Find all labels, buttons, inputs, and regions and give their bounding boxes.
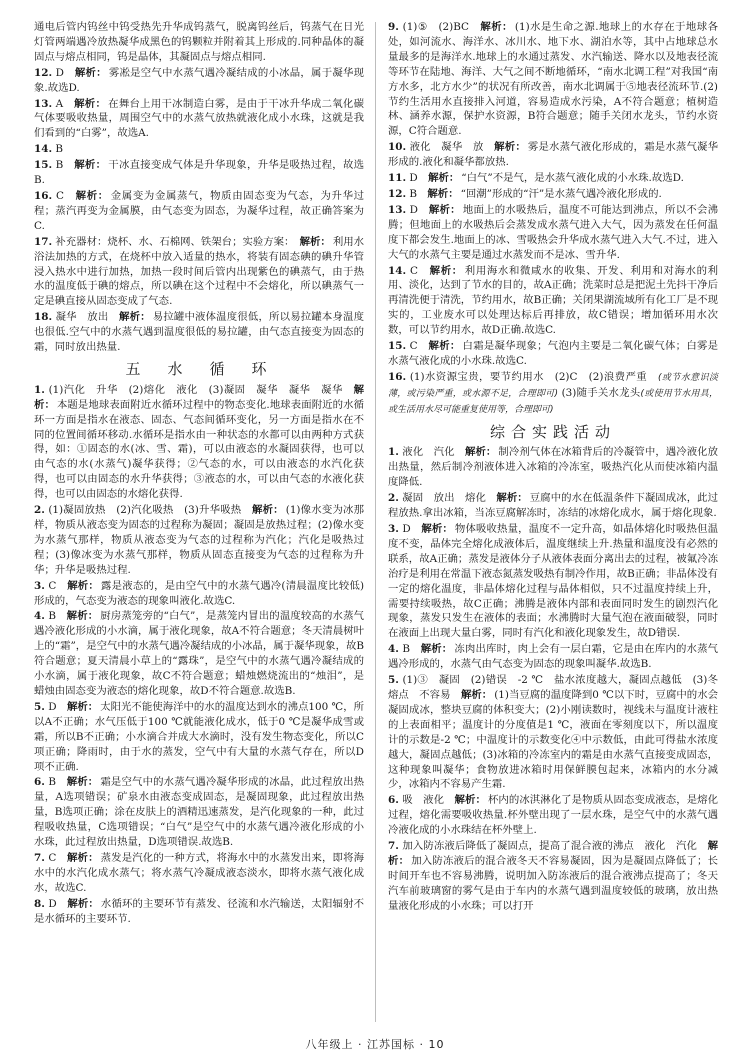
analysis-label: 解析： bbox=[74, 66, 107, 79]
answer-item bbox=[34, 775, 364, 850]
answer-item bbox=[34, 158, 364, 188]
analysis-text: 干冰直接变成气体是升华现象，升华是吸热过程，故选B. bbox=[34, 159, 365, 187]
answer-note: (或使用节水用具，或生活用水尽可能重复使用等，合理即可) bbox=[388, 388, 719, 415]
answer-item bbox=[388, 339, 718, 369]
analysis-label: 解析： bbox=[460, 688, 493, 701]
analysis-text: 蒸发是汽化的一种方式，将海水中的水蒸发出来，即将海水中的水汽化成水蒸气；将水蒸气冷凝成液态淡水，即将水蒸气液化成水，故选C. bbox=[34, 851, 365, 894]
analysis-label: 解析： bbox=[388, 840, 719, 867]
answer-value: C bbox=[48, 579, 57, 592]
analysis-label: 解析： bbox=[67, 897, 99, 910]
question-number: 15. bbox=[388, 340, 407, 353]
answer-value: B bbox=[402, 643, 410, 656]
question-number: 16. bbox=[388, 370, 407, 383]
answer-value: (1)⑤ (2)BC bbox=[402, 21, 469, 33]
question-number: 18. bbox=[34, 311, 53, 324]
answer-value: 凝华 放出 bbox=[55, 311, 109, 324]
answer-item bbox=[34, 189, 364, 234]
question-number: 4. bbox=[388, 643, 399, 656]
analysis-label: 解析： bbox=[66, 776, 99, 789]
question-number: 13. bbox=[388, 203, 407, 216]
analysis-text: 太阳光不能使海洋中的水的温度达到水的沸点100 ℃，所以A不正确；水气压低于100 ℃就能液化成水，低于0 ℃是凝华成雪或霜，所以B不正确；小水滴合并成大水滴时，没有发生物态变化，所以C项正确；降雨时，由于水的蒸发，空气中有大量的水蒸气存在，所以D项不正确. bbox=[34, 700, 364, 773]
analysis-text: 霜是空气中的水蒸气遇冷凝华形成的冰晶，此过程放出热量，A选项错误；矿泉水由液态变成固态，是凝固现象，此过程放出热量，B选项正确；涂在皮肤上的酒精迅速蒸发，是汽化现象的一种，此过程吸收热量，C选项错误；“白气”是空气中的水蒸气遇冷液化形成的小水珠，此过程放出热量，D选项错误.故选B. bbox=[34, 776, 365, 849]
analysis-text: 冻肉出库时，肉上会有一层白霜，它是由在库内的水蒸气遇冷形成的，水蒸气由气态变为固态的现象叫凝华.故选B. bbox=[388, 643, 719, 671]
answer-item bbox=[34, 20, 364, 65]
question-number: 6. bbox=[34, 776, 45, 789]
answer-value: D bbox=[48, 897, 57, 910]
answer-value: (1)汽化 升华 (2)熔化 液化 (3)凝固 凝华 凝华 凝华 bbox=[48, 383, 343, 396]
analysis-text: 物体吸收热量，温度不一定升高，如晶体熔化时吸热但温度不变，晶体完全熔化成液体后，温度继续上升.热量和温度没有必然的联系，故A正确；蒸发是液体分子从液体表面分离出去的过程，被氟冷冻治疗是利用在常温下液态氮蒸发吸热有制冷作用，故B正确；非晶体没有一定的熔化温度，非晶体熔化过程与晶体相似，只不过温度持续上升，需要持续吸热，故C正确；沸腾是液体内部和表面同时发生的剧烈汽化现象，蒸发只发生在液体的表面；水沸腾时大量气泡在液面破裂，同时在液面上出现大量白雾，同时有汽化和液化现象发生，故D错误. bbox=[388, 523, 719, 640]
answer-value: (3)随手关水龙头 bbox=[561, 386, 641, 399]
answer-note: (或节水意识淡薄，或污染严重，或水源不足，合理即可) bbox=[388, 372, 719, 399]
answer-value: C bbox=[410, 264, 418, 277]
analysis-label: 解析： bbox=[428, 340, 461, 353]
answer-item bbox=[388, 140, 718, 170]
answer-item bbox=[388, 203, 718, 263]
answer-value: (1)水资源宝贵，要节约用水 (2)C (2)浪费严重 bbox=[409, 370, 648, 383]
answer-item bbox=[34, 235, 364, 310]
analysis-text: 金属变为金属蒸气，物质由固态变为气态，为升华过程；蒸汽再变为金属膜，由气态变为固态，为凝华过程，故正确答案为C. bbox=[34, 189, 365, 232]
answer-item bbox=[34, 97, 364, 142]
question-number: 3. bbox=[34, 579, 45, 592]
section-title: 五 水 循 环 bbox=[125, 359, 273, 378]
analysis-text: 豆腐中的水在低温条件下凝固成冰，此过程放热.拿出冰箱，当冻豆腐解冻时，冻结的冰熔化成水，属于熔化现象. bbox=[388, 492, 719, 520]
column-divider bbox=[375, 22, 376, 1022]
answer-value: B bbox=[55, 159, 64, 172]
analysis-label: 解析： bbox=[427, 187, 459, 200]
analysis-text: (1)水是生命之源.地球上的水存在于地球各处，如河流水、海洋水、冰川水、地下水、湖泊水等，其中占地球总水量最多的是海洋水.地球上的水通过蒸发、水汽输送、降水以及地表径流等环节在陆地、海洋、大气之间不断地循环，“南水北调工程”对我国“南方水多，北方水少”的状况有所改善，南水北调属于⑤地表径流环节.(2)节约生活用水直接排入河道，容易造成水污染，A不符合题意；植树造林、涵养水源，保护水资源，B符合题意；随手关闭水龙头，节约水资源，C符合题意. bbox=[388, 21, 719, 138]
answer-value: A bbox=[55, 97, 64, 110]
answer-value: 补充器材：烧杯、水、石棉网、铁架台；实验方案： bbox=[55, 235, 290, 248]
question-number: 14. bbox=[388, 264, 407, 277]
analysis-text: 雾是水蒸气液化形成的，霜是水蒸气凝华形成的.液化和凝华都放热. bbox=[388, 141, 719, 169]
analysis-label: 解析： bbox=[251, 504, 284, 517]
analysis-text: “回潮”形成的“汗”是水蒸气遇冷液化形成的. bbox=[460, 187, 662, 200]
analysis-text: (1)像水变为冰那样，物质从液态变为固态的过程称为凝固；凝固是放热过程；(2)像水变为水蒸气那样，物质从液态变为气态的过程称为汽化；汽化是吸热过程；(3)像冰变为水蒸气那样，物质从固态直接变为气态的过程称为升华；升华是吸热过程. bbox=[34, 504, 365, 576]
analysis-text: 本题是地球表面附近水循环过程中的物态变化.地球表面附近的水循环一方面是指水在液态、固态、气态间循环变化，另一方面是指水在不同的位置间循环移动.水循环是指水由一种状态的水都可以由两种方式获得，如：①固态的水(冰、雪、霜)，可以由液态的水凝固获得，也可以由气态的水(水蒸气)凝华获得；②气态的水，可以由液态的水汽化获得，也可以由固态的水升华获得；③液态的水，可以由气态的水液化获得，也可以由固态的水熔化获得. bbox=[34, 398, 364, 501]
answer-value: 加入防冻液后降低了凝固点，提高了混合液的沸点 液化 汽化 bbox=[402, 840, 698, 853]
analysis-text: 利用海水和微咸水的收集、开发、利用和对海水的利用、淡化，达到了节水的目的，故A正确；洗菜时总是把泥土先抖干净后再清洗便于清洗，节约用水，故B正确；关闭果湖流域所有化工厂是不现实的，工业废水可以处理达标后再排放，故C错误；增加循环用水次数，可以节约用水，故D正确.故选C. bbox=[388, 264, 719, 337]
answer-item bbox=[388, 673, 729, 792]
answer-value: (1)凝固放热 (2)汽化吸热 (3)升华吸热 bbox=[48, 504, 242, 517]
answer-item bbox=[388, 370, 718, 418]
analysis-text: 在舞台上用干冰制造白雾，是由于干冰升华成二氧化碳气体要吸收热量，周围空气中的水蒸气放热就液化成小水珠，这就是我们看到的“白雾”，故选A. bbox=[34, 97, 364, 140]
section-title: 综合实践活动 bbox=[489, 422, 616, 441]
analysis-label: 解析： bbox=[119, 311, 151, 324]
answer-value: C bbox=[48, 851, 57, 864]
question-number: 12. bbox=[388, 187, 407, 200]
answer-value: (1)③ 凝固 (2)错误 -2 ℃ 盐水浓度越大，凝固点越低 (3)冬 熔点 不容易 bbox=[388, 674, 729, 701]
question-number: 14. bbox=[34, 143, 53, 156]
analysis-text: 雾凇是空气中水蒸气遇冷凝结成的小冰晶，属于凝华现象.故选D. bbox=[34, 66, 365, 94]
answer-value: 液化 凝华 放 bbox=[409, 141, 484, 154]
left-column bbox=[34, 20, 364, 1025]
answer-item bbox=[388, 793, 718, 838]
answer-value: 吸 液化 bbox=[402, 794, 445, 807]
analysis-label: 解析： bbox=[67, 579, 100, 592]
answer-item bbox=[34, 310, 364, 355]
question-number: 1. bbox=[34, 383, 45, 396]
analysis-label: 解析： bbox=[494, 141, 526, 154]
question-number: 6. bbox=[388, 794, 399, 807]
question-number: 1. bbox=[388, 446, 399, 459]
answer-item bbox=[34, 609, 364, 698]
answer-value: C bbox=[56, 189, 64, 202]
analysis-text: 地面上的水吸热后，温度不可能达到沸点，所以不会沸腾；但地面上的水吸热后会蒸发成水蒸气进入大气，因为蒸发在任何温度下都会发生.地面上的冰、雪吸热会升华成水蒸气进入大气.不过，进入大气的水蒸气主要是通过水蒸发而不是冰、雪升华. bbox=[388, 203, 719, 261]
answer-item bbox=[388, 642, 718, 672]
answer-item bbox=[34, 897, 364, 927]
analysis-label: 解析： bbox=[66, 610, 99, 623]
analysis-label: 解析： bbox=[66, 700, 99, 713]
analysis-label: 解析： bbox=[465, 446, 497, 459]
analysis-label: 解析： bbox=[421, 523, 453, 535]
question-number: 13. bbox=[34, 97, 53, 110]
answer-item bbox=[388, 171, 718, 186]
answer-value: D bbox=[409, 203, 418, 216]
analysis-text: 利用水浴法加热的方式，在烧杯中放入适量的热水，将装有固态碘的碘升华管浸入热水中进行加热，加热一段时间后管内出现紫色的碘蒸气，由于热水的温度低于碘的熔点，所以碘在这个过程中不会熔化，所以碘蒸气一定是碘直接从固态变成了气态. bbox=[34, 235, 365, 308]
analysis-label: 解析： bbox=[74, 97, 107, 110]
answer-value: C bbox=[409, 340, 418, 353]
analysis-text: “白气”不是气，是水蒸气液化成的小水珠.故选D. bbox=[461, 172, 684, 185]
answer-item bbox=[388, 264, 718, 339]
analysis-label: 解析： bbox=[299, 235, 331, 248]
question-number: 2. bbox=[34, 504, 45, 517]
analysis-text: 杯内的冰淇淋化了是物质从固态变成液态，是熔化过程，熔化需要吸收热量.杯外壁出现了一层水珠，是空气中的水蒸气遇冷液化成的小水珠结在杯外壁上. bbox=[388, 794, 719, 837]
question-number: 15. bbox=[34, 159, 53, 172]
answer-item bbox=[34, 503, 364, 578]
analysis-text: 易拉罐中液体温度很低，所以易拉罐本身温度也很低.空气中的水蒸气遇到温度很低的易拉罐，由气态直接变为固态的霜，同时放出热量. bbox=[34, 311, 365, 354]
answer-value: 凝固 放出 熔化 bbox=[402, 492, 486, 505]
analysis-text: 露是液态的，是由空气中的水蒸气遇冷(清晨温度比较低)形成的，气态变为液态的现象叫液化.故选C. bbox=[34, 579, 365, 607]
analysis-label: 解析： bbox=[429, 264, 463, 277]
answer-item bbox=[34, 142, 364, 157]
question-number: 16. bbox=[34, 189, 53, 202]
analysis-label: 解析： bbox=[75, 189, 109, 202]
analysis-label: 解析： bbox=[74, 159, 107, 172]
analysis-label: 解析： bbox=[454, 794, 486, 807]
answer-item bbox=[34, 66, 364, 96]
answer-value: D bbox=[409, 172, 418, 185]
question-number: 7. bbox=[34, 851, 45, 864]
question-number: 4. bbox=[34, 610, 45, 623]
analysis-text: 通电后管内钨丝中钨受热先升华成钨蒸气，脱离钨丝后，钨蒸气在日光灯管两端遇冷放热凝华成黑色的钨颗粒并附着其上形成的.同种晶体的凝固点与熔点相同，钨是晶体，其凝固点与熔点相同. bbox=[34, 21, 364, 63]
answer-value: D bbox=[55, 66, 64, 79]
answer-item bbox=[388, 491, 718, 521]
question-number: 17. bbox=[34, 235, 53, 248]
question-number: 12. bbox=[34, 66, 53, 79]
answer-item bbox=[34, 851, 364, 896]
answer-value: B bbox=[48, 776, 56, 789]
answer-item bbox=[388, 445, 718, 490]
answer-item bbox=[388, 522, 718, 641]
analysis-text: 水循环的主要环节有蒸发、径流和水汽输送，太阳辐射不是水循环的主要环节. bbox=[34, 897, 365, 925]
section-heading bbox=[388, 422, 718, 441]
analysis-label: 解析： bbox=[66, 851, 99, 864]
analysis-label: 解析： bbox=[480, 21, 513, 33]
answer-item bbox=[388, 839, 718, 914]
question-number: 7. bbox=[388, 840, 399, 853]
answer-item bbox=[388, 187, 718, 202]
answer-item bbox=[34, 700, 364, 775]
analysis-text: 白霜是凝华现象；气泡内主要是二氧化碳气体；白雾是水蒸气液化成的小水珠.故选C. bbox=[388, 340, 719, 367]
answer-value: B bbox=[48, 610, 56, 623]
answer-value: B bbox=[55, 143, 64, 156]
answer-value: B bbox=[409, 187, 418, 200]
answer-item bbox=[34, 579, 364, 609]
answer-item bbox=[34, 383, 364, 502]
analysis-label: 解析： bbox=[428, 203, 461, 216]
answer-item bbox=[388, 20, 718, 139]
answer-value: D bbox=[402, 523, 411, 535]
analysis-label: 解析： bbox=[420, 643, 453, 656]
analysis-text: 加入防冻液后的混合液冬天不容易凝固，因为是凝固点降低了；长时间开车也不容易沸腾，说明加入防冻液后的混合液沸点提高了；冬天汽车前玻璃窗的雾气是由于车内的水蒸气遇到温度较低的玻璃，放出热量液化形成的小水珠；可以打开 bbox=[388, 854, 719, 912]
analysis-text: 制冷剂气体在冰箱背后的冷凝管中，遇冷液化放出热量，然后制冷剂液体进入冰箱的冷冻室，吸热汽化从而使冰箱内温度降低. bbox=[388, 446, 719, 489]
analysis-text: 厨房蒸笼旁的“白气”，是蒸笼内冒出的温度较高的水蒸气遇冷液化形成的小水滴，属于液化现象，故A不符合题意；冬天清晨树叶上的“霜”，是空气中的水蒸气遇冷凝结成的小冰晶，属于凝华现象，故B符合题意；夏天清晨小草上的“露珠”，是空气中的水蒸气遇冷凝结成的小水滴，属于液化现象，故C不符合题意；蜡烛燃烧流出的“烛泪”，是蜡烛由固态变为液态的熔化现象，故D不符合题意.故选B. bbox=[34, 610, 365, 697]
question-number: 9. bbox=[388, 21, 399, 33]
page-footer: 八年级上 · 江苏国标 · 10 bbox=[305, 1038, 445, 1051]
answer-value: 液化 汽化 bbox=[402, 446, 455, 459]
analysis-label: 解析： bbox=[428, 172, 460, 185]
right-column bbox=[388, 20, 729, 1025]
question-number: 5. bbox=[34, 700, 45, 713]
analysis-text: (1)当豆腐的温度降到0 ℃以下时，豆腐中的水会凝固成冰，整块豆腐的体积变大；(2)小刚读数时，视线未与温度计液柱的上表面相平；温度计的分度值是1 ℃，液面在零刻度以下，所以温度计的示数是-2 ℃；中温度计的示数变化④中示数低，由此可得盐水浓度越大，凝固点越低；(3)冰箱的冷冻室内的霜是由水蒸气直接变成固态，这种现象叫凝华；食物放进冰箱时用保鲜膜包起来，冰箱内的水分减少，冰箱内不容易产生霜. bbox=[388, 688, 719, 791]
question-number: 5. bbox=[388, 674, 399, 687]
question-number: 3. bbox=[388, 523, 399, 535]
answer-value: D bbox=[48, 700, 57, 713]
analysis-label: 解析： bbox=[34, 383, 365, 411]
analysis-label: 解析： bbox=[496, 492, 528, 505]
question-number: 8. bbox=[34, 897, 45, 910]
question-number: 10. bbox=[388, 141, 407, 154]
question-number: 11. bbox=[388, 172, 407, 185]
question-number: 2. bbox=[388, 492, 399, 505]
section-heading bbox=[34, 359, 364, 378]
